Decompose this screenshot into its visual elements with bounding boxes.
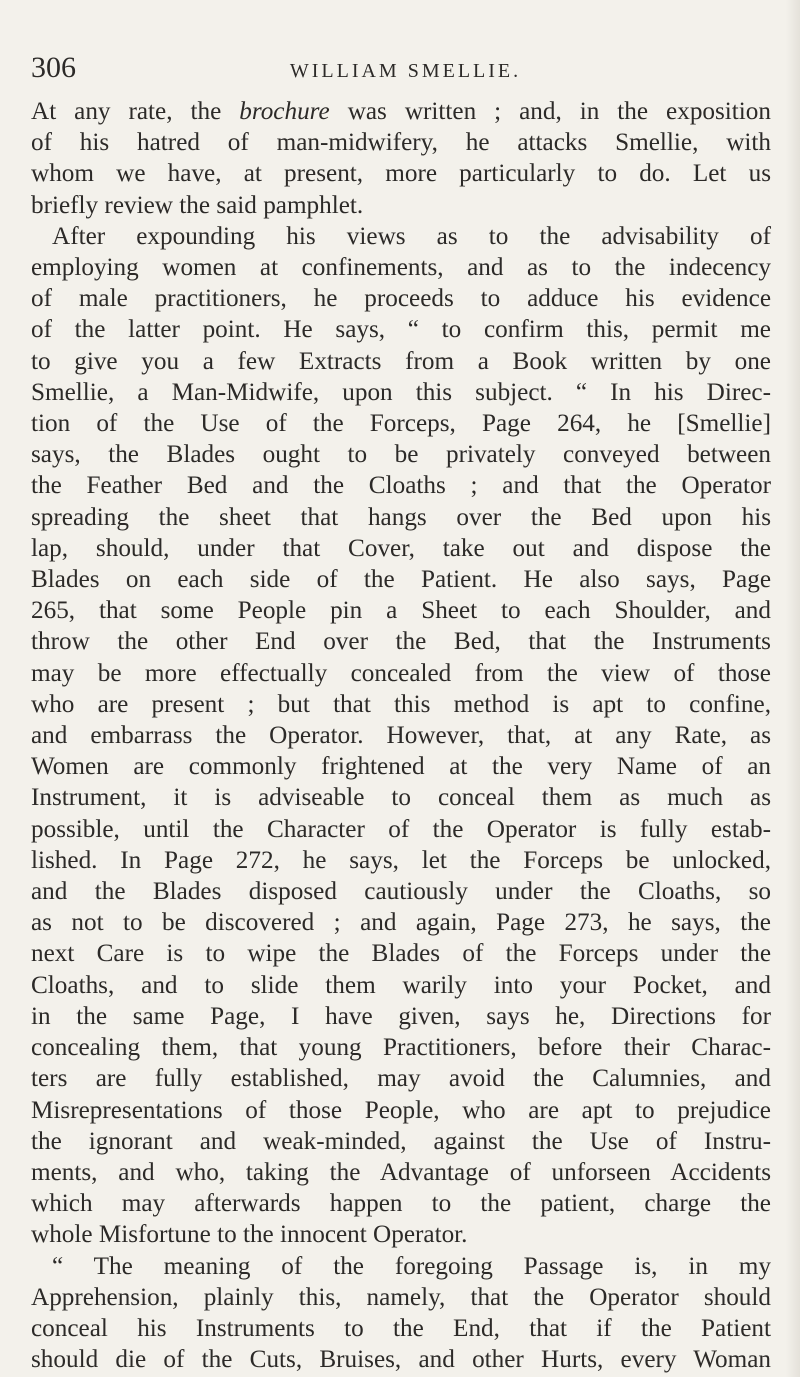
- text-line: Instrument, it is adviseable to conceal them as much as: [31, 784, 771, 812]
- text-line: briefly review the said pamphlet.: [31, 191, 364, 219]
- text-line: as not to be discovered ; and again, Page 273, he says, the: [31, 909, 771, 937]
- text-line: Cloaths, and to slide them warily into your Pocket, and: [31, 971, 771, 999]
- text-line: throw the other End over the Bed, that the Instruments: [31, 628, 771, 656]
- text-line: and the Blades disposed cautiously under the Cloaths, so: [31, 878, 771, 906]
- text-line: At any rate, the brochure was written ; and, in the exposition: [31, 98, 771, 125]
- page-edge-shadow: [786, 0, 800, 1377]
- paragraph: [31, 221, 771, 1251]
- text-line: in the same Page, I have given, says he, Directions for: [31, 1002, 771, 1030]
- text-line: of the latter point. He says, “ to confirm this, permit me: [31, 316, 771, 344]
- text-line: Apprehension, plainly this, namely, that the Operator should: [31, 1283, 771, 1311]
- text-line: lap, should, under that Cover, take out and dispose the: [31, 534, 771, 562]
- text-line: “ The meaning of the foregoing Passage is, in my: [52, 1252, 771, 1280]
- body-text: [31, 96, 771, 1375]
- text-line: should die of the Cuts, Bruises, and other Hurts, every Woman: [31, 1346, 771, 1374]
- text-line: whom we have, at present, more particularly to do. Let us: [31, 160, 771, 188]
- text-line: lished. In Page 272, he says, let the Forceps be unlocked,: [31, 846, 771, 874]
- page-number: 306: [31, 51, 76, 84]
- text-line: employing women at confinements, and as to the indecency: [31, 254, 771, 282]
- text-line: Women are commonly frightened at the very Name of an: [31, 753, 771, 781]
- text-line: the ignorant and weak-minded, against the Use of Instru-: [31, 1127, 771, 1155]
- text-line: Smellie, a Man-Midwife, upon this subject. “ In his Direc-: [31, 378, 771, 406]
- text-line: spreading the sheet that hangs over the Bed upon his: [31, 503, 771, 531]
- running-head: WILLIAM SMELLIE.: [289, 60, 522, 82]
- text-line: possible, until the Character of the Operator is fully estab-: [31, 815, 771, 843]
- text-line: to give you a few Extracts from a Book written by one: [31, 347, 771, 375]
- text-line: tion of the Use of the Forceps, Page 264, he [Smellie]: [31, 410, 771, 438]
- text-line: concealing them, that young Practitioners, before their Charac-: [31, 1034, 771, 1062]
- paragraph: [31, 1251, 771, 1376]
- text-line: 265, that some People pin a Sheet to each Shoulder, and: [31, 597, 771, 625]
- text-line: Misrepresentations of those People, who are apt to prejudice: [31, 1096, 771, 1124]
- text-line: ters are fully established, may avoid the Calumnies, and: [31, 1065, 771, 1093]
- text-line: may be more effectually concealed from the view of those: [31, 659, 771, 687]
- text-line: next Care is to wipe the Blades of the Forceps under the: [31, 940, 771, 968]
- text-line: who are present ; but that this method is apt to confine,: [31, 690, 771, 718]
- text-line: which may afterwards happen to the patient, charge the: [31, 1190, 771, 1218]
- text-line: After expounding his views as to the advisability of: [52, 222, 771, 250]
- page-header: [31, 48, 760, 88]
- text-line: of male practitioners, he proceeds to adduce his evidence: [31, 285, 771, 313]
- text-line: the Feather Bed and the Cloaths ; and that the Operator: [31, 472, 771, 500]
- text-line: conceal his Instruments to the End, that if the Patient: [31, 1314, 771, 1342]
- text-line: Blades on each side of the Patient. He also says, Page: [31, 566, 771, 594]
- text-line: and embarrass the Operator. However, that, at any Rate, as: [31, 722, 771, 750]
- text-line: says, the Blades ought to be privately conveyed between: [31, 441, 771, 469]
- text-line: whole Misfortune to the innocent Operator.: [31, 1221, 468, 1249]
- paragraph: [31, 96, 771, 221]
- text-line: ments, and who, taking the Advantage of unforseen Accidents: [31, 1158, 771, 1186]
- text-line: of his hatred of man-midwifery, he attacks Smellie, with: [31, 129, 771, 157]
